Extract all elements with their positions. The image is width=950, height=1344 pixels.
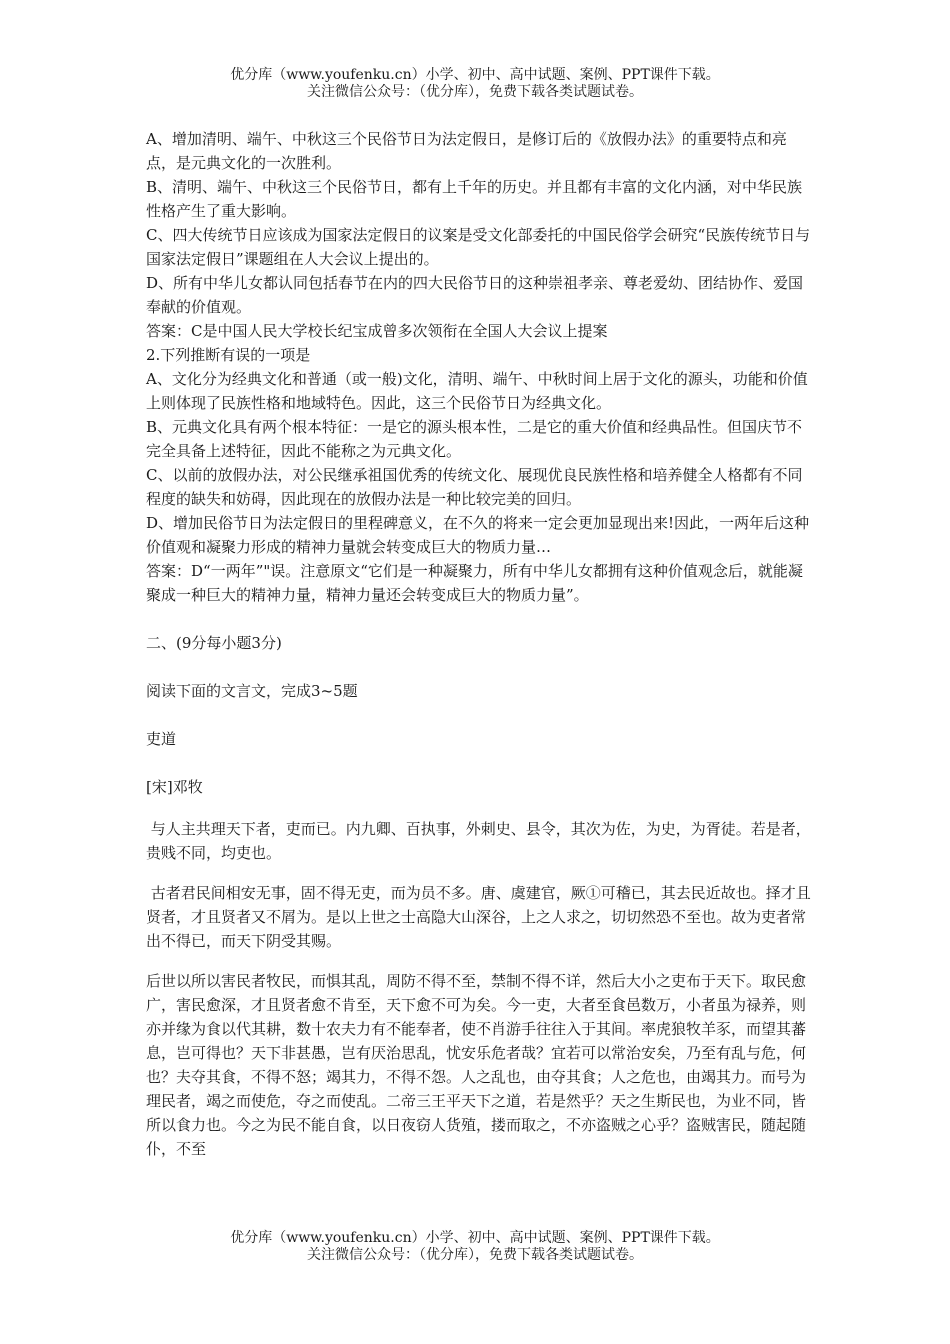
section-instruction: 阅读下面的文言文，完成3~5题 (146, 682, 358, 700)
q2-option-b: B、元典文化具有两个根本特征：一是它的源头根本性，二是它的重大价值和经典品性。但国庆节不完全具备上述特征，因此不能称之为元典文化。 (146, 418, 803, 460)
q2-stem: 2.下列推断有误的一项是 (146, 346, 311, 364)
q2-option-d: D、增加民俗节日为法定假日的里程碑意义，在不久的将来一定会更加显现出来!因此，一两年后这种价值观和凝聚力形成的精神力量就会转变成巨大的物质力量… (146, 514, 810, 556)
passage-paragraph-3: 后世以所以害民者牧民，而惧其乱，周防不得不至，禁制不得不详，然后大小之吏布于天下。取民愈广，害民愈深，才且贤者愈不肯至，天下愈不可为矣。今一吏，大者至食邑数万，小者虽为禄养，则亦并缘为食以代其耕，数十农夫力有不能奉者，使不肖游手往往入于其间。率虎狼牧羊豕，而望其蕃息，岂可得也？天下非甚愚，岂有厌治思乱，忧安乐危者哉？宜若可以常治安矣，乃至有乱与危，何也？夫夺其食，不得不怒；竭其力，不得不怨。人之乱也，由夺其食；人之危也，由竭其力。而号为理民者，竭之而使危，夺之而使乱。二帝三王平天下之道，若是然乎？天之生斯民也，为业不同，皆所以食力也。今之为民不能自食，以日夜窃人货殖，搂而取之，不亦盗贼之心乎？盗贼害民，随起随仆，不至 (146, 972, 807, 1158)
section-heading: 二、(9分每小题3分) (146, 634, 282, 652)
q2-answer: 答案：D“一两年”"误。注意原文“它们是一种凝聚力，所有中华儿女都拥有这种价值观念后，就能凝聚成一种巨大的精神力量，精神力量还会转变成巨大的物质力量”。 (146, 562, 803, 604)
page-footer (0, 1230, 950, 1264)
passage-author: [宋]邓牧 (146, 778, 203, 796)
page-header (0, 67, 950, 101)
header-line-1: 优分库（www.youfenku.cn）小学、初中、高中试题、案例、PPT课件下载。 (230, 67, 720, 83)
document-body (146, 127, 816, 1161)
q1-answer: 答案：C是中国人民大学校长纪宝成曾多次领衔在全国人大会议上提案 (146, 322, 608, 340)
q2-option-a: A、文化分为经典文化和普通（或一般)文化，清明、端午、中秋时间上居于文化的源头，功能和价值上则体现了民族性格和地域特色。因此，这三个民俗节日为经典文化。 (146, 370, 808, 412)
q1-option-a: A、增加清明、端午、中秋这三个民俗节日为法定假日，是修订后的《放假办法》的重要特点和亮点，是元典文化的一次胜利。 (146, 130, 787, 172)
footer-line-2: 关注微信公众号：（优分库），免费下载各类试题试卷。 (307, 1247, 643, 1263)
footer-line-1: 优分库（www.youfenku.cn）小学、初中、高中试题、案例、PPT课件下载。 (230, 1230, 720, 1246)
q2-option-c: C、以前的放假办法，对公民继承祖国优秀的传统文化、展现优良民族性格和培养健全人格都有不同程度的缺失和妨碍，因此现在的放假办法是一种比较完美的回归。 (146, 466, 803, 508)
passage-paragraph-1: 与人主共理天下者，吏而已。内九卿、百执事，外刺史、县令，其次为佐，为史，为胥徒。若是者，贵贱不同，均吏也。 (146, 820, 811, 862)
passage-paragraph-2: 古者君民间相安无事，固不得无吏，而为员不多。唐、虞建官，厥①可稽已，其去民近故也。择才且贤者，才且贤者又不屑为。是以上世之士高隐大山深谷，上之人求之，切切然恐不至也。故为吏者常出不得已，而天下阴受其赐。 (146, 884, 811, 950)
q1-option-b: B、清明、端午、中秋这三个民俗节日，都有上千年的历史。并且都有丰富的文化内涵，对中华民族性格产生了重大影响。 (146, 178, 803, 220)
passage-title: 吏道 (146, 730, 177, 748)
q1-option-d: D、所有中华儿女都认同包括春节在内的四大民俗节日的这种崇祖孝亲、尊老爱幼、团结协作、爱国奉献的价值观。 (146, 274, 804, 316)
header-line-2: 关注微信公众号：（优分库），免费下载各类试题试卷。 (307, 84, 643, 100)
q1-option-c: C、四大传统节日应该成为国家法定假日的议案是受文化部委托的中国民俗学会研究“民族传统节日与国家法定假日”课题组在人大会议上提出的。 (146, 226, 811, 268)
